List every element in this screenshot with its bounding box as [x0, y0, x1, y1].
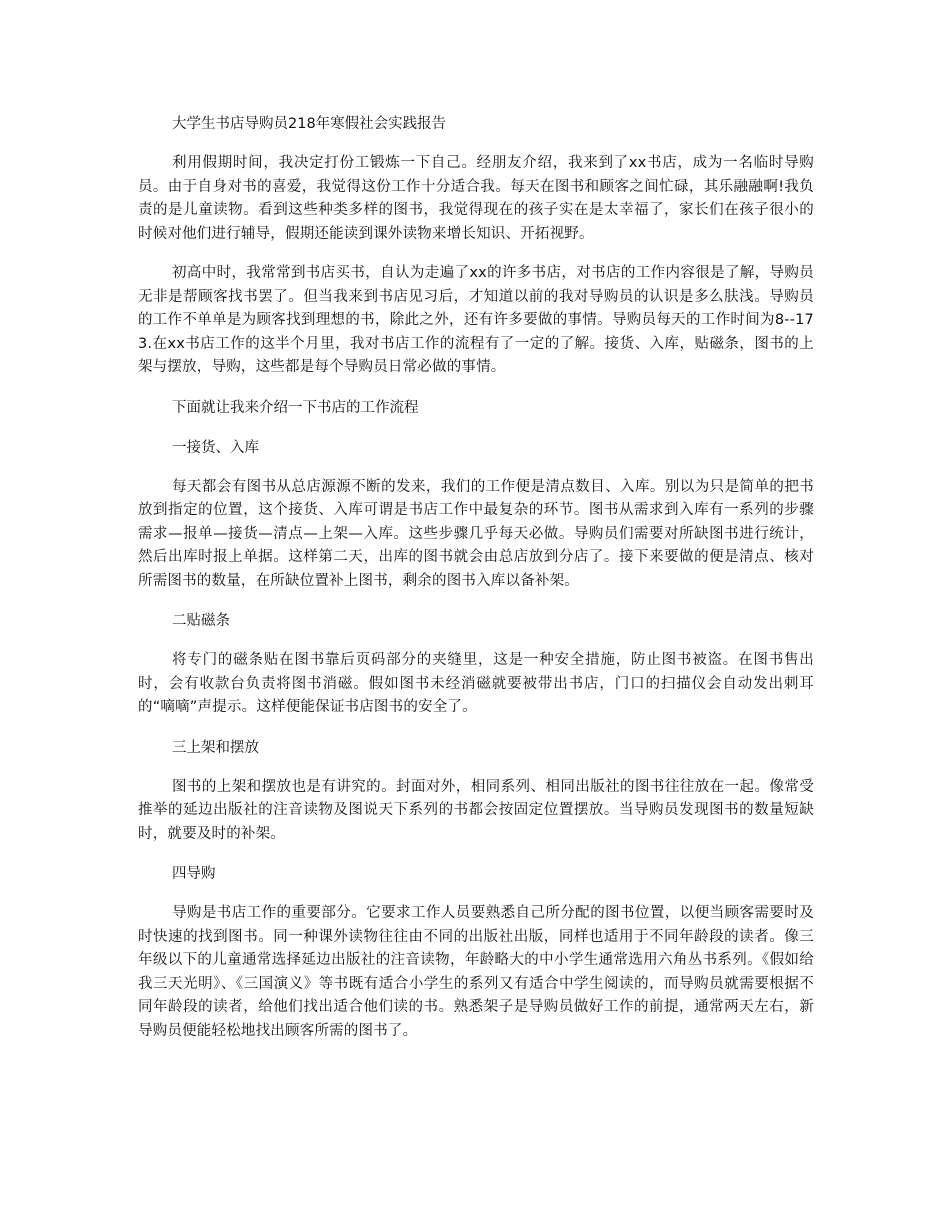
document-title: 大学生书店导购员218年寒假社会实践报告	[172, 116, 447, 132]
paragraph-magnetic-strip: 将专门的磁条贴在图书靠后页码部分的夹缝里，这是一种安全措施，防止图书被盗。在图书售出时，会有收款台负责将图书消磁。假如图书未经消磁就要被带出书店，门口的扫描仪会自动发出刺耳的“嘀嘀”声提示。这样便能保证书店图书的安全了。	[138, 652, 814, 715]
workflow-intro: 下面就让我来介绍一下书店的工作流程	[172, 399, 419, 416]
section-heading-shelving: 三上架和摆放	[172, 739, 259, 756]
paragraph-understanding: 初高中时，我常常到书店买书，自认为走遍了xx的许多书店，对书店的工作内容很是了解，导购员无非是帮顾客找书罢了。但当我来到书店见习后，才知道以前的我对导购员的认识是多么肤浅。导购员的工作不单单是为顾客找到理想的书，除此之外，还有许多要做的事情。导购员每天的工作时间为8--173.在xx书店工作的这半个月里，我对书店工作的流程有了一定的了解。接货、入库，贴磁条，图书的上架与摆放，导购，这些都是每个导购员日常必做的事情。	[138, 265, 814, 375]
document-page	[138, 112, 814, 1059]
paragraph-guiding: 导购是书店工作的重要部分。它要求工作人员要熟悉自己所分配的图书位置，以便当顾客需要时及时快速的找到图书。同一种课外读物往往由不同的出版社出版，同样也适用于不同年龄段的读者。像三年级以下的儿童通常选择延边出版社的注音读物，年龄略大的中小学生通常选用六角丛书系列。《假如给我三天光明》、《三国演义》等书既有适合小学生的系列又有适合中学生阅读的，而导购员就需要根据不同年龄段的读者，给他们找出适合他们读的书。熟悉架子是导购员做好工作的前提，通常两天左右，新导购员便能轻松地找出顾客所需的图书了。	[138, 905, 814, 1039]
section-heading-receiving: 一接货、入库	[172, 439, 259, 456]
paragraph-intro-work: 利用假期时间，我决定打份工锻炼一下自己。经朋友介绍，我来到了xx书店，成为一名临时导购员。由于自身对书的喜爱，我觉得这份工作十分适合我。每天在图书和顾客之间忙碌，其乐融融啊!我负责的是儿童读物。看到这些种类多样的图书，我觉得现在的孩子实在是太幸福了，家长们在孩子很小的时候对他们进行辅导，假期还能读到课外读物来增长知识、开拓视野。	[138, 155, 814, 242]
paragraph-receiving: 每天都会有图书从总店源源不断的发来，我们的工作便是清点数目、入库。别以为只是简单的把书放到指定的位置，这个接货、入库可谓是书店工作中最复杂的环节。图书从需求到入库有一系列的步骤需求—报单—接货—清点—上架—入库。这些步骤几乎每天必做。导购员们需要对所缺图书进行统计，然后出库时报上单据。这样第二天，出库的图书就会由总店放到分店了。接下来要做的便是清点、核对所需图书的数量，在所缺位置补上图书，剩余的图书入库以备补架。	[138, 478, 814, 589]
section-heading-guiding: 四导购	[172, 866, 216, 882]
section-heading-magnetic-strip: 二贴磁条	[172, 613, 230, 629]
paragraph-shelving: 图书的上架和摆放也是有讲究的。封面对外，相同系列、相同出版社的图书往往放在一起。像常受推举的延边出版社的注音读物及图说天下系列的书都会按固定位置摆放。当导购员发现图书的数量短缺时，就要及时的补架。	[138, 778, 814, 842]
